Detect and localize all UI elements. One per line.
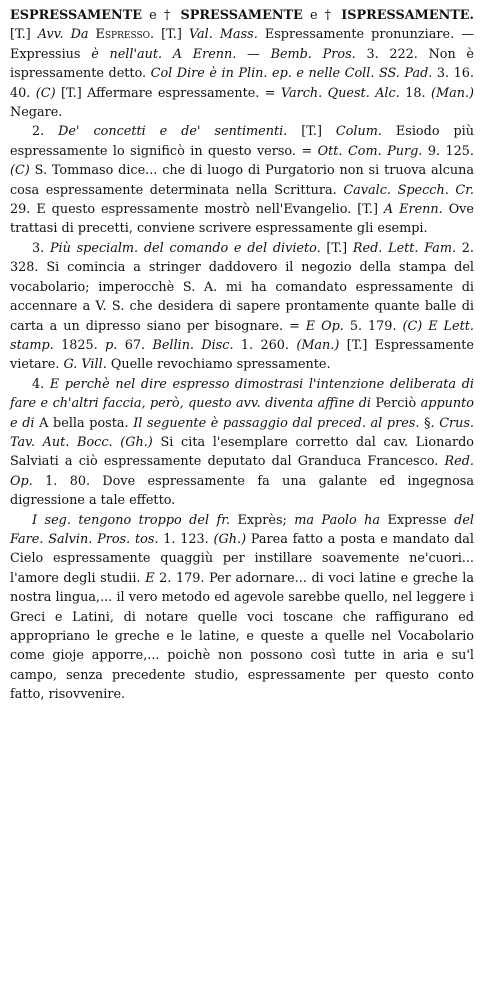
headword: ESPRESSAMENTE xyxy=(10,8,143,23)
sense-definition: I seg. tengono troppo del fr. xyxy=(32,512,231,528)
sense-paragraph-4 xyxy=(10,375,474,511)
source-ref: p. xyxy=(105,337,118,353)
entry-text: Esiodo più espressamente lo significò in questo verso. = xyxy=(10,124,475,159)
entry-text: . [T.] xyxy=(150,27,189,43)
entry-text: Negare. xyxy=(10,105,63,121)
source-ref: Crus. Tav. Aut. Bocc. xyxy=(10,415,474,450)
sense-number: 2. xyxy=(32,124,59,140)
source-ref: Bellin. Disc. xyxy=(152,337,234,353)
entry-text: [T.] Affermare espressamente. = xyxy=(55,85,281,101)
headword-variant: SPRESSAMENTE xyxy=(180,8,303,23)
entry-text: Exprès; xyxy=(230,512,295,528)
source-ref: G. Vill. xyxy=(63,357,107,373)
source-ref: A Erenn. xyxy=(383,202,443,218)
sense-definition: appunto e di xyxy=(10,396,474,431)
entry-text: Espressamente pronunziare. — Expressius xyxy=(10,27,474,62)
source-ref: Val. Mass. xyxy=(188,27,258,43)
entry-text: [T.] xyxy=(320,240,353,256)
entry-text: S. Tommaso dice... che di luogo di Purgatorio non si truova alcuna cosa espressamente determinata nella Scrittura. xyxy=(10,163,474,198)
headword-variant: ISPRESSAMENTE. xyxy=(341,8,474,23)
sense-paragraph-3 xyxy=(10,239,474,375)
entry-text: 3. 222. Non è ispressamente detto. xyxy=(10,46,475,82)
source-ref: (C) E Lett. stamp. xyxy=(10,318,474,353)
source-ref: Red. Op. xyxy=(10,454,474,489)
source-ref: è nell'aut. A Erenn. — Bemb. Pros. xyxy=(91,46,356,62)
entry-text: Parea fatto a posta e mandato dal Cielo espressamente quaggiù per instillare soavemente ne'cuori... l'amore degli studii. xyxy=(10,531,474,586)
sense-number: 4. xyxy=(32,376,50,392)
sense-definition: De' concetti e de' sentimenti. xyxy=(58,124,288,140)
source-ref: Cavalc. Specch. Cr. xyxy=(343,182,474,198)
source-ref: (Gh.) xyxy=(120,434,153,450)
source-ref: Col Dire è in Plin. ep. e nelle Coll. SS. Pad. xyxy=(150,66,433,82)
entry-text: 18. xyxy=(399,85,431,101)
entry-paragraph xyxy=(10,6,474,122)
source-ref: (C) xyxy=(35,85,56,101)
sense-paragraph-2 xyxy=(10,122,474,238)
entry-text: [T.] Espressamente vietare. xyxy=(10,337,475,373)
entry-text: 1. 123. xyxy=(158,531,214,547)
entry-text: Expresse xyxy=(380,512,455,528)
closing-paragraph xyxy=(10,511,474,705)
source-ref: (Gh.) xyxy=(213,531,247,547)
entry-text: 9. 125. xyxy=(422,143,474,159)
source-ref: (C) xyxy=(10,163,30,179)
entry-text: 2. 179. Per adornare... di voci latine e greche la nostra lingua,... il vero metodo ed agevole sarebbe quello, nel leggere i Greci e Latini, di notare quelle voci toscane che raffigurano ed appropriano le greche e le latine, e queste a quelle nel Vocabolario come gioje apporre,... poichè non possono così tutte in aria e su'l campo, senza precedente studio, espressamente per questo conto fatto, risovvenire. xyxy=(10,570,474,703)
entry-text: [T.] xyxy=(10,27,38,43)
headword-joiner: e † xyxy=(302,8,342,23)
sense-number: 3. xyxy=(32,240,50,256)
sense-definition: Più specialm. del comando e del divieto. xyxy=(49,240,321,256)
entry-text: 5. 179. xyxy=(343,318,403,334)
entry-text: Perciò xyxy=(371,396,421,412)
entry-text: Ove trattasi di precetti, conviene scrivere espressamente gli esempi. xyxy=(10,202,474,237)
source-ref: E Op. xyxy=(305,318,344,334)
entry-text: 67. xyxy=(117,337,153,353)
entry-text: [T.] xyxy=(287,124,336,140)
entry-text: 2. 328. Si comincia a stringer daddovero il negozio della stampa del vocabolario; imperocchè S. A. mi ha comandato espressamente di accennare a V. S. che desidera di sapere prontamente quante balle di carta a un dipresso siano per bisognare. = xyxy=(10,240,474,334)
entry-text: 3. 16. 40. xyxy=(10,66,474,101)
entry-text: Si cita l'esemplare corretto dal cav. Lionardo Salviati a ciò espressamente deputato dal Granduca Francesco. xyxy=(10,434,474,470)
sense-definition: Il seguente è passaggio dal preced. al pres. xyxy=(133,415,420,431)
entry-text: 1. 260. xyxy=(233,337,297,353)
source-ref: Colum. xyxy=(335,124,382,140)
source-ref: (Man.) xyxy=(430,85,475,101)
sense-definition: E perchè nel dire espresso dimostrasi l'intenzione deliberata di fare e ch'altri faccia, però, questo avv. diventa affine di xyxy=(10,376,474,412)
source-ref: E xyxy=(145,570,155,586)
source-ref: Ott. Com. Purg. xyxy=(317,143,423,159)
entry-text: Avv. Da xyxy=(37,27,96,43)
entry-text: Quelle revochiamo spressamente. xyxy=(106,357,331,373)
entry-text: A bella posta. xyxy=(34,415,134,431)
entry-text: 29. E questo espressamente mostrò nell'Evangelio. [T.] xyxy=(10,202,384,218)
source-ref: Varch. Quest. Alc. xyxy=(280,85,400,101)
source-ref: Red. Lett. Fam. xyxy=(352,240,457,256)
entry-text: 1. 80. Dove espressamente fa una galante ed ingegnosa digressione a tale effetto. xyxy=(10,473,474,509)
entry-text: 1825. xyxy=(53,337,106,353)
headword-joiner: e † xyxy=(142,8,181,23)
source-ref: del Fare. Salvin. Pros. tos. xyxy=(10,512,474,547)
entry-text: §. xyxy=(419,415,440,431)
entry-text: Espresso xyxy=(95,27,151,43)
sense-definition: ma Paolo ha xyxy=(294,512,381,528)
source-ref: (Man.) xyxy=(296,337,340,353)
